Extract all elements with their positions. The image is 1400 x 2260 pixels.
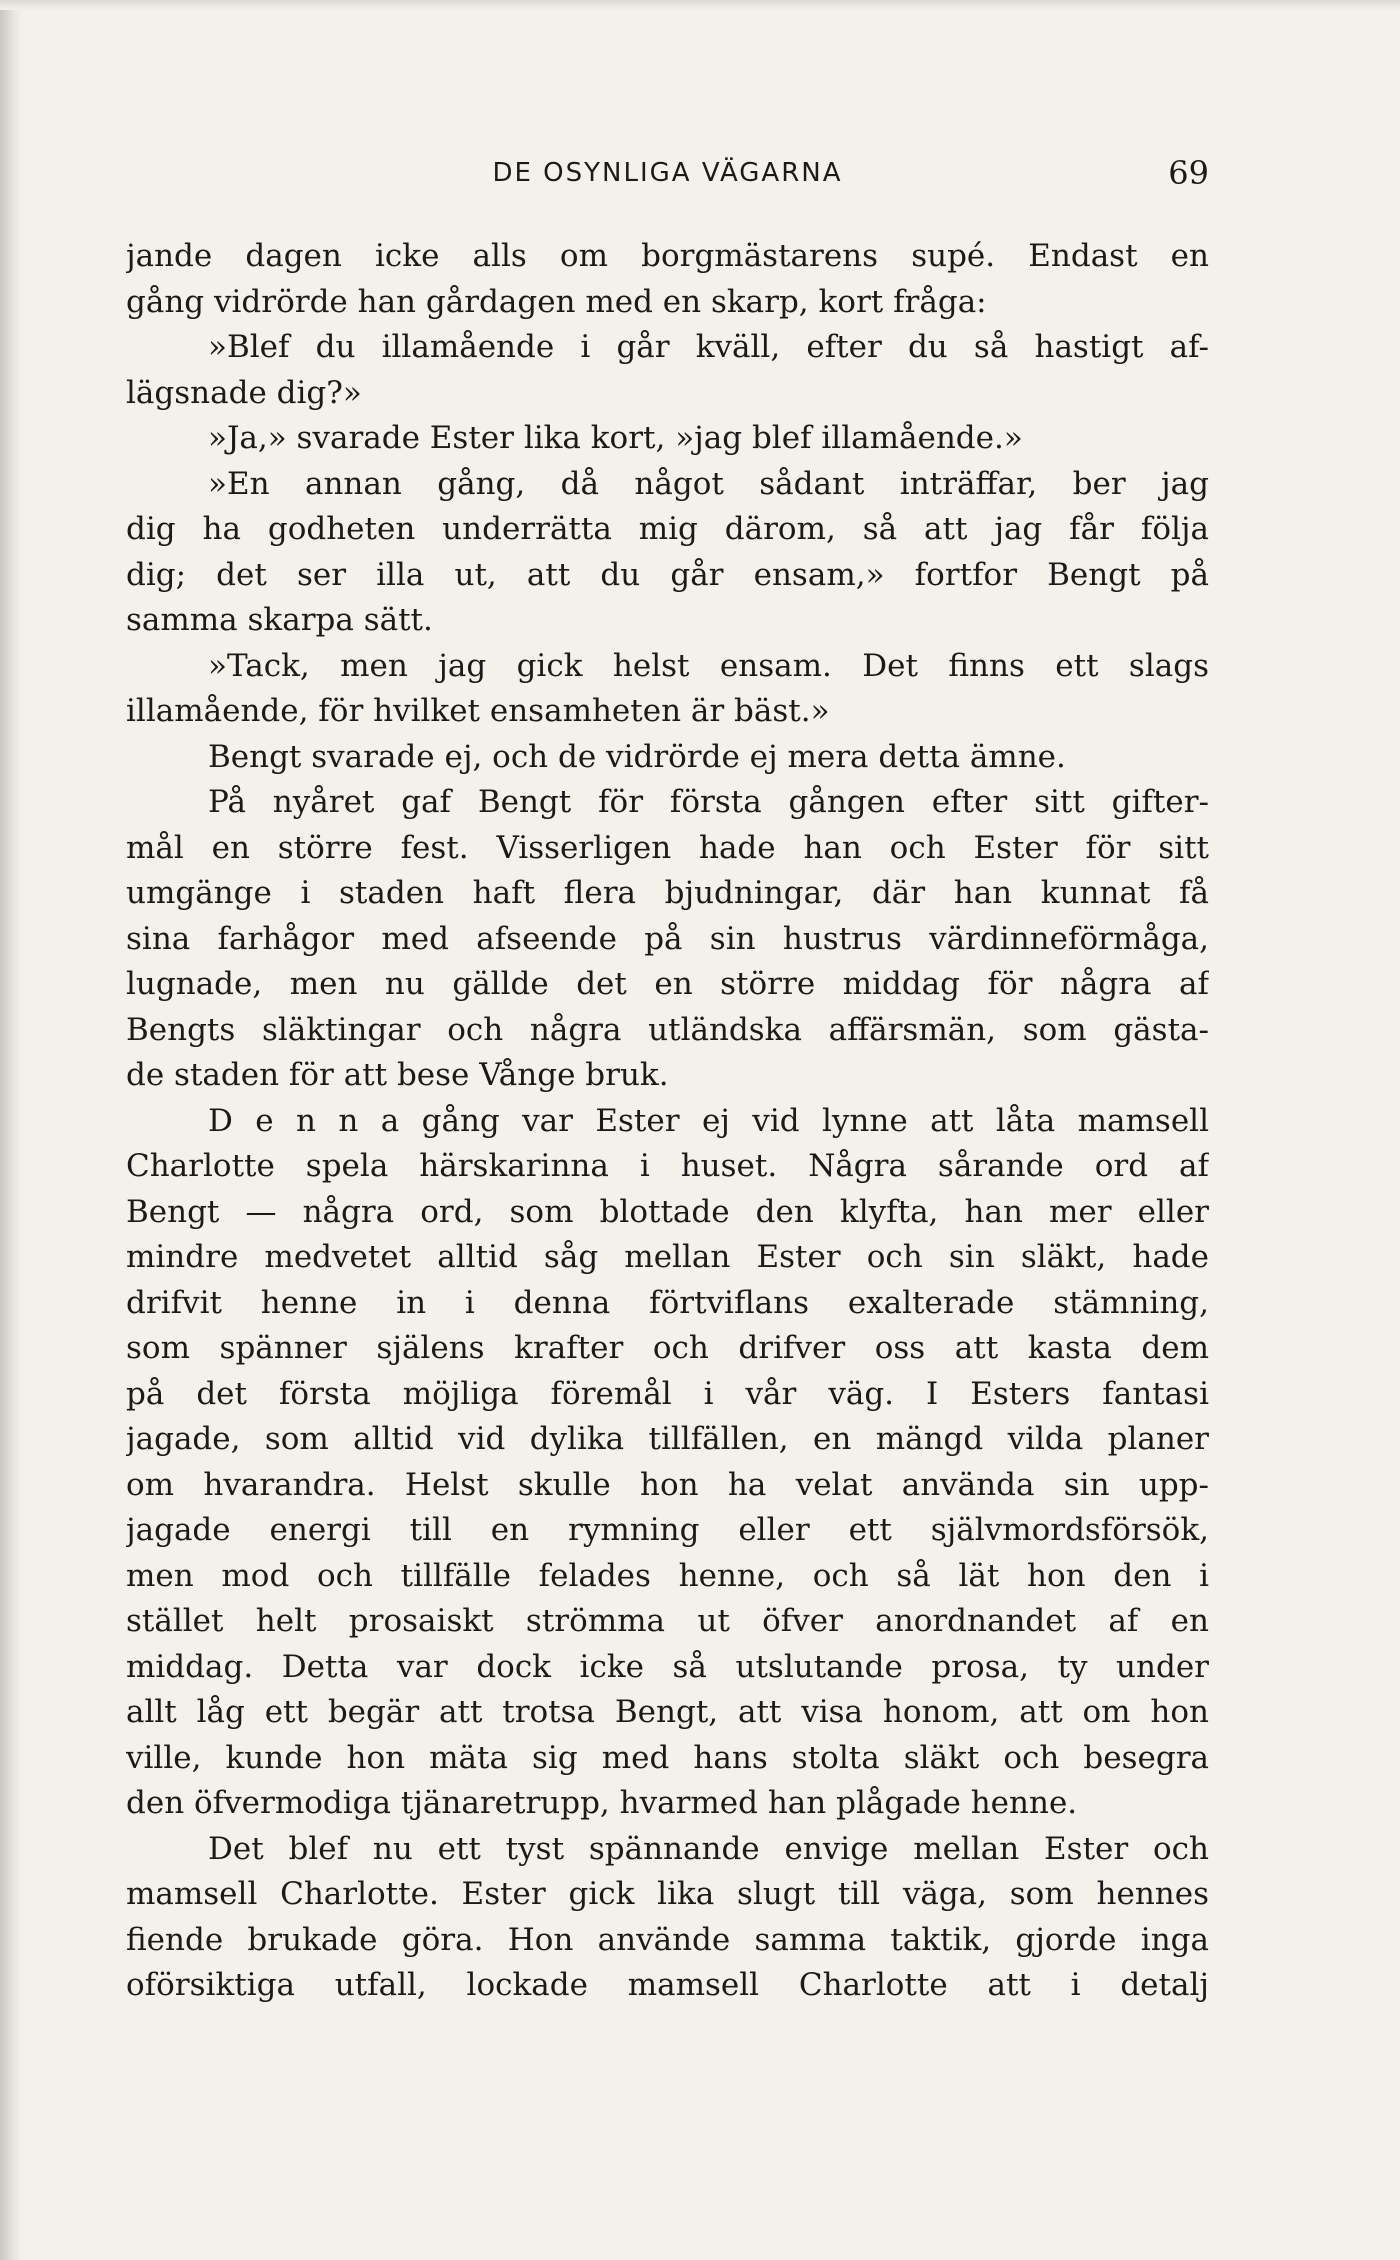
page-header (126, 150, 1209, 200)
text-line: drifvit henne in i denna förtviflans exalterade stämning, (126, 1284, 1209, 1321)
text-line: sina farhågor med afseende på sin hustrus värdinneförmåga, (126, 920, 1209, 957)
text-line: Bengt svarade ej, och de vidrörde ej mera detta ämne. (208, 738, 1066, 775)
text-line: mindre medvetet alltid såg mellan Ester och sin släkt, hade (126, 1239, 1209, 1275)
text-line: Bengts släktingar och några utländska affärsmän, som gästa- (126, 1011, 1209, 1048)
text-line: de staden för att bese Vånge bruk. (126, 1057, 669, 1093)
text-line: dig ha godheten underrätta mig därom, så att jag får följa (126, 511, 1209, 547)
page-gutter-shadow (0, 0, 22, 2260)
text-line: stället helt prosaiskt strömma ut öfver anordnandet af en (126, 1603, 1209, 1639)
page-number: 69 (1168, 154, 1209, 192)
text-line: allt låg ett begär att trotsa Bengt, att visa honom, att om hon (126, 1694, 1209, 1730)
text-line: Bengt — några ord, som blottade den klyfta, han mer eller (126, 1193, 1209, 1230)
text-line: mål en större fest. Visserligen hade han och Ester för sitt (126, 829, 1209, 866)
text-line: Charlotte spela härskarinna i huset. Några sårande ord af (126, 1148, 1209, 1184)
text-line: men mod och tillfälle felades henne, och så lät hon den i (126, 1557, 1209, 1594)
page-top-shadow (0, 0, 1400, 10)
text-line: på det första möjliga föremål i vår väg. I Esters fantasi (126, 1375, 1209, 1412)
book-page (126, 150, 1209, 2009)
text-line: ville, kunde hon mäta sig med hans stolta släkt och besegra (126, 1739, 1209, 1776)
text-line: gång vidrörde han gårdagen med en skarp, kort fråga: (126, 283, 987, 320)
text-line: den öfvermodiga tjänaretrupp, hvarmed han plågade henne. (126, 1785, 1078, 1821)
body-text (126, 234, 1209, 2009)
running-head: DE OSYNLIGA VÄGARNA (492, 158, 843, 188)
text-line: »Ja,» svarade Ester lika kort, »jag blef illamående.» (208, 420, 1023, 456)
text-line: »Blef du illamående i går kväll, efter du så hastigt af- (208, 329, 1209, 365)
text-line: På nyåret gaf Bengt för första gången efter sitt gifter- (208, 784, 1209, 820)
text-line: fiende brukade göra. Hon använde samma taktik, gjorde inga (126, 1921, 1209, 1958)
text-line: »Tack, men jag gick helst ensam. Det finns ett slags (208, 647, 1209, 684)
text-line: umgänge i staden haft flera bjudningar, där han kunnat få (126, 875, 1209, 911)
text-line: lugnade, men nu gällde det en större middag för några af (126, 966, 1209, 1002)
text-line: dig; det ser illa ut, att du går ensam,» fortfor Bengt på (126, 556, 1209, 593)
text-line: middag. Detta var dock icke så utslutande prosa, ty under (126, 1648, 1209, 1685)
text-line: illamående, för hvilket ensamheten är bäst.» (126, 693, 830, 729)
text-line: som spänner själens krafter och drifver oss att kasta dem (126, 1330, 1209, 1366)
text-line: samma skarpa sätt. (126, 602, 433, 638)
text-line: om hvarandra. Helst skulle hon ha velat använda sin upp- (126, 1466, 1209, 1503)
text-line: »En annan gång, då något sådant inträffar, ber jag (208, 465, 1209, 502)
text-line: oförsiktiga utfall, lockade mamsell Charlotte att i detalj (126, 1967, 1209, 2003)
text-line: Det blef nu ett tyst spännande envige mellan Ester och (208, 1830, 1209, 1867)
text-line: lägsnade dig?» (126, 374, 362, 411)
text-line: D e n n a gång var Ester ej vid lynne att låta mamsell (208, 1102, 1209, 1139)
text-line: jagade, som alltid vid dylika tillfällen, en mängd vilda planer (126, 1421, 1209, 1457)
text-line: jande dagen icke alls om borgmästarens supé. Endast en (126, 238, 1209, 274)
text-line: mamsell Charlotte. Ester gick lika slugt till väga, som hennes (126, 1876, 1209, 1912)
text-line: jagade energi till en rymning eller ett självmordsförsök, (126, 1512, 1209, 1548)
